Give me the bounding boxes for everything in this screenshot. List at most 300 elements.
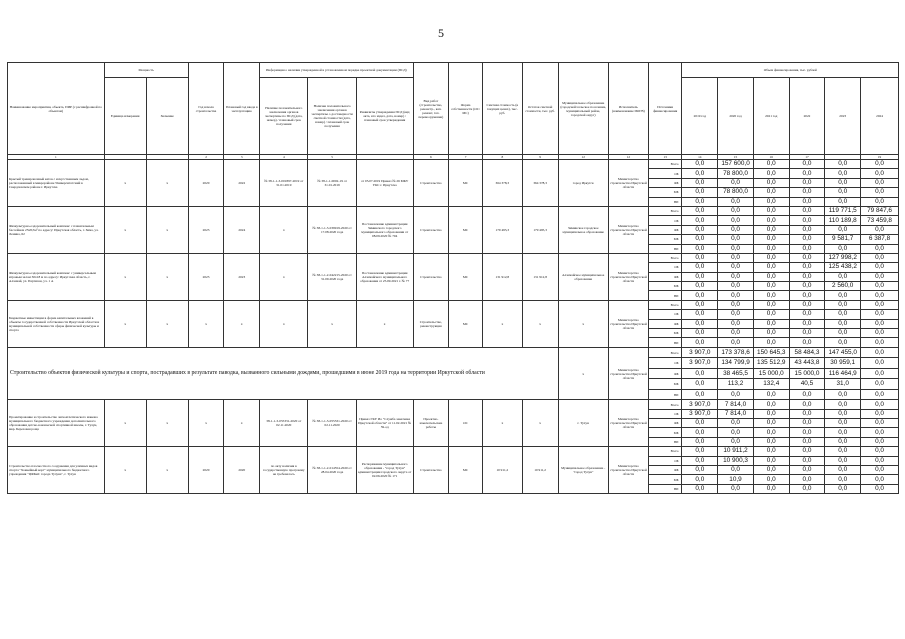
funding-value: 0,0 bbox=[682, 447, 718, 456]
funding-value: 0,0 bbox=[753, 466, 789, 475]
column-number: 2 bbox=[188, 155, 224, 160]
funding-value: 0,0 bbox=[861, 178, 899, 187]
funding-source-code: МБ bbox=[648, 188, 682, 197]
object-municipality: Зиминское городское муниципальное образование bbox=[558, 206, 608, 253]
object-cost-expertise: х bbox=[308, 300, 356, 347]
funding-value: 0,0 bbox=[861, 437, 899, 446]
funding-source-code: ФБ bbox=[648, 272, 682, 281]
funding-value: 0,0 bbox=[861, 419, 899, 428]
object-work-type: Строительство bbox=[413, 160, 449, 207]
funding-value: 78 800,0 bbox=[718, 188, 754, 197]
funding-value: 0,0 bbox=[753, 484, 789, 493]
funding-value: 0,0 bbox=[861, 244, 899, 253]
funding-value: 0,0 bbox=[825, 428, 861, 437]
header-doc-info: Информация о наличии утвержденной в установленном порядке проектной документации (ПСД) bbox=[260, 63, 413, 78]
funding-value: 43 443,8 bbox=[789, 358, 825, 369]
funding-value: 0,0 bbox=[861, 263, 899, 272]
funding-value: 79 847,6 bbox=[861, 206, 899, 215]
header-expert-cost: Наличие положительного заключения органов экспертизы о достоверности сметной стоимости (дата, номер) / плановый срок получения bbox=[308, 78, 356, 155]
column-number: 9 bbox=[522, 155, 558, 160]
funding-value: 0,0 bbox=[682, 338, 718, 347]
funding-value: 0,0 bbox=[789, 272, 825, 281]
funding-value: 0,0 bbox=[861, 338, 899, 347]
funding-value: 0,0 bbox=[718, 206, 754, 215]
object-municipality: Алзамайское муниципальное образование bbox=[558, 253, 608, 300]
funding-value: 0,0 bbox=[825, 389, 861, 400]
column-number: 12 bbox=[558, 155, 608, 160]
funding-source-code: ОБ bbox=[648, 169, 682, 178]
column-number: 13 bbox=[648, 155, 682, 160]
object-cost-expertise: № 38-1-1-0002-19 от 31.01.2019 bbox=[308, 160, 356, 207]
column-number: 7 bbox=[449, 155, 483, 160]
object-name: Крытый тренировочный каток с искусственным льдом, расположенный в микрорайоне Университетский в Свердловском районе г. Иркутска bbox=[8, 160, 105, 207]
funding-value: 0,0 bbox=[789, 456, 825, 465]
funding-value: 0,0 bbox=[861, 466, 899, 475]
funding-value: 0,0 bbox=[861, 389, 899, 400]
funding-value: 0,0 bbox=[789, 244, 825, 253]
funding-value: 0,0 bbox=[861, 428, 899, 437]
funding-value: 0,0 bbox=[718, 244, 754, 253]
funding-source-code: Всего bbox=[648, 400, 682, 409]
funding-value: 0,0 bbox=[753, 400, 789, 409]
header-year: 2021 год bbox=[753, 78, 789, 155]
funding-value: 0,0 bbox=[718, 338, 754, 347]
funding-value: 135 512,9 bbox=[753, 358, 789, 369]
funding-value: 116 464,9 bbox=[825, 368, 861, 379]
funding-value: 15 000,0 bbox=[789, 368, 825, 379]
funding-value: 110 189,8 bbox=[825, 216, 861, 225]
funding-value: 0,0 bbox=[825, 178, 861, 187]
funding-value: 0,0 bbox=[718, 282, 754, 291]
object-value: х bbox=[146, 400, 188, 447]
funding-value: 0,0 bbox=[682, 272, 718, 281]
funding-source-code: ОБ bbox=[648, 263, 682, 272]
funding-value: 0,0 bbox=[825, 300, 861, 309]
funding-value: 0,0 bbox=[753, 253, 789, 262]
funding-value: 0,0 bbox=[718, 197, 754, 206]
object-unit: х bbox=[104, 400, 146, 447]
funding-value: 0,0 bbox=[789, 253, 825, 262]
funding-value: 0,0 bbox=[861, 329, 899, 338]
funding-value: 0,0 bbox=[753, 329, 789, 338]
funding-value: 78 800,0 bbox=[718, 169, 754, 178]
object-work-type: Строительство bbox=[413, 206, 449, 253]
funding-value: 0,0 bbox=[682, 216, 718, 225]
object-estimated-cost: х bbox=[482, 300, 522, 347]
funding-value: 6 387,8 bbox=[861, 235, 899, 244]
funding-value: 38 465,5 bbox=[718, 368, 754, 379]
header-sources: Источники финансирования bbox=[648, 63, 682, 155]
object-ownership: МС bbox=[449, 253, 483, 300]
object-plan-year: 2024 bbox=[224, 206, 260, 253]
funding-value: 0,0 bbox=[825, 447, 861, 456]
object-name: Строительство плоскостного сооружения для уличных видов спорта "Хоккейный корт" муниципального бюджетного учреждения "ЦФКиС города Тулуна", г. Тулун bbox=[8, 447, 105, 494]
funding-value: 0,0 bbox=[753, 178, 789, 187]
funding-value: 0,0 bbox=[861, 409, 899, 418]
funding-value: 0,0 bbox=[753, 244, 789, 253]
funding-value: 0,0 bbox=[682, 169, 718, 178]
funding-source-code: Всего bbox=[648, 206, 682, 215]
funding-value: 0,0 bbox=[789, 475, 825, 484]
funding-source-code: Всего bbox=[648, 300, 682, 309]
funding-source-code: МБ bbox=[648, 329, 682, 338]
funding-source-code: МБ bbox=[648, 282, 682, 291]
object-approval: Постановление администрации Алзамайского муниципального образования от 25.09.2021 г. № 77 bbox=[356, 253, 413, 300]
column-number: 16 bbox=[753, 155, 789, 160]
object-expertise: № 38-1-1-3-001897-2019 от 31.01.2019 bbox=[260, 160, 308, 207]
funding-value: 0,0 bbox=[861, 188, 899, 197]
funding-source-code: ФБ bbox=[648, 225, 682, 234]
page-number: 5 bbox=[438, 26, 444, 40]
object-expertise: х bbox=[260, 206, 308, 253]
funding-value: 0,0 bbox=[753, 160, 789, 169]
funding-value: 0,0 bbox=[682, 329, 718, 338]
funding-value: 0,0 bbox=[718, 419, 754, 428]
funding-value: 0,0 bbox=[789, 419, 825, 428]
column-number: 12 bbox=[608, 155, 648, 160]
object-start-year: 2023 bbox=[188, 253, 224, 300]
object-work-type: Строительство bbox=[413, 253, 449, 300]
funding-value: 0,0 bbox=[789, 300, 825, 309]
funding-value: 0,0 bbox=[718, 178, 754, 187]
funding-value: 0,0 bbox=[825, 291, 861, 300]
object-work-type: Проектно-изыскательские работы bbox=[413, 400, 449, 447]
table-body bbox=[8, 160, 899, 494]
object-plan-year: х bbox=[224, 400, 260, 447]
funding-value: 0,0 bbox=[789, 409, 825, 418]
object-name: Физкультурно-оздоровительный комплекс с плавательным бассейном 25х8,5м² по адресу: Иркутская область, г. Зима, ул. Ленина, 62 bbox=[8, 206, 105, 253]
object-executor: Министерство строительства Иркутской области bbox=[608, 160, 648, 207]
object-remaining-cost: х bbox=[522, 300, 558, 347]
funding-value: 40,5 bbox=[789, 379, 825, 390]
funding-value: 0,0 bbox=[861, 447, 899, 456]
funding-value: 0,0 bbox=[861, 368, 899, 379]
object-work-type: Строительство, реконструкция bbox=[413, 300, 449, 347]
funding-value: 0,0 bbox=[861, 253, 899, 262]
funding-value: 0,0 bbox=[682, 263, 718, 272]
funding-value: 0,0 bbox=[753, 319, 789, 328]
funding-value: 0,0 bbox=[682, 253, 718, 262]
object-unit: х bbox=[104, 160, 146, 207]
funding-value: 0,0 bbox=[753, 272, 789, 281]
funding-value: 0,0 bbox=[861, 347, 899, 358]
funding-source-code: Всего bbox=[648, 447, 682, 456]
funding-source-code: ФБ bbox=[648, 368, 682, 379]
funding-value: 0,0 bbox=[861, 484, 899, 493]
funding-value: 0,0 bbox=[753, 419, 789, 428]
funding-source-code: ФБ bbox=[648, 319, 682, 328]
funding-value: 0,0 bbox=[825, 319, 861, 328]
object-executor: Министерство строительства Иркутской области bbox=[608, 253, 648, 300]
header-executor: Исполнитель (наименование ИОГВ) bbox=[608, 63, 648, 155]
object-unit: х bbox=[104, 300, 146, 347]
header-approve-req: Реквизиты утверждения ПСД (вид акта, кто издал, дата, номер) / плановый срок утверждения bbox=[356, 78, 413, 155]
funding-value: 0,0 bbox=[718, 216, 754, 225]
funding-value: 0,0 bbox=[789, 437, 825, 446]
object-approval: Постановление администрации Зиминского городского муниципального образования от 08.09.2020 № 704 bbox=[356, 206, 413, 253]
funding-value: 0,0 bbox=[861, 225, 899, 234]
funding-value: 73 459,8 bbox=[861, 216, 899, 225]
funding-value: 0,0 bbox=[682, 178, 718, 187]
funding-value: 0,0 bbox=[718, 484, 754, 493]
funding-source-code: Всего bbox=[648, 253, 682, 262]
funding-value: 0,0 bbox=[789, 197, 825, 206]
funding-value: 0,0 bbox=[861, 319, 899, 328]
funding-value: 0,0 bbox=[682, 484, 718, 493]
object-expertise: 38-1-1-3-055331-2020 от 02.11.2020 bbox=[260, 400, 308, 447]
object-executor: Министерство строительства Иркутской области bbox=[608, 400, 648, 447]
funding-value: 134 799,9 bbox=[718, 358, 754, 369]
funding-source-code: ОБ bbox=[648, 456, 682, 465]
funding-value: 0,0 bbox=[753, 428, 789, 437]
funding-value: 0,0 bbox=[718, 428, 754, 437]
funding-value: 0,0 bbox=[682, 456, 718, 465]
funding-value: 0,0 bbox=[825, 400, 861, 409]
funding-source-code: ВИ bbox=[648, 197, 682, 206]
funding-value: 0,0 bbox=[789, 160, 825, 169]
funding-value: 0,0 bbox=[718, 389, 754, 400]
funding-source-code: ВИ bbox=[648, 338, 682, 347]
object-value: х bbox=[146, 300, 188, 347]
funding-value: 173 378,6 bbox=[718, 347, 754, 358]
funding-value: 10 911,2 bbox=[718, 447, 754, 456]
funding-value: 0,0 bbox=[753, 291, 789, 300]
funding-value: 0,0 bbox=[861, 358, 899, 369]
funding-value: 0,0 bbox=[861, 456, 899, 465]
header-unit: Единица измерения bbox=[104, 78, 146, 155]
funding-value: 0,0 bbox=[753, 300, 789, 309]
object-ownership: МС bbox=[449, 160, 483, 207]
funding-value: 0,0 bbox=[789, 329, 825, 338]
funding-value: 0,0 bbox=[789, 389, 825, 400]
funding-value: 0,0 bbox=[789, 466, 825, 475]
funding-value: 0,0 bbox=[789, 428, 825, 437]
funding-value: 0,0 bbox=[718, 253, 754, 262]
funding-value: 0,0 bbox=[789, 319, 825, 328]
object-estimated-cost: х bbox=[482, 400, 522, 447]
funding-value: 7 814,0 bbox=[718, 409, 754, 418]
object-plan-year: 2020 bbox=[224, 447, 260, 494]
object-name: Бюджетные инвестиции в форме капитальных вложений в объекты государственной собственности Иркутской области и муниципальной собственности сферы физической культуры и спорта bbox=[8, 300, 105, 347]
column-number: 4 bbox=[260, 155, 308, 160]
object-plan-year: 2023 bbox=[224, 253, 260, 300]
funding-value: 0,0 bbox=[789, 310, 825, 319]
column-number: 1 bbox=[8, 155, 105, 160]
funding-value: 0,0 bbox=[682, 197, 718, 206]
object-remaining-cost: 364 378,3 bbox=[522, 160, 558, 207]
funding-source-code: ОБ bbox=[648, 358, 682, 369]
funding-value: 3 907,0 bbox=[682, 400, 718, 409]
funding-value: 0,0 bbox=[718, 466, 754, 475]
table-row bbox=[8, 253, 899, 262]
funding-value: 0,0 bbox=[682, 368, 718, 379]
funding-value: 0,0 bbox=[825, 188, 861, 197]
funding-value: 15 000,0 bbox=[753, 368, 789, 379]
funding-source-code: Всего bbox=[648, 347, 682, 358]
funding-value: 0,0 bbox=[682, 225, 718, 234]
funding-source-code: ОБ bbox=[648, 409, 682, 418]
header-funding: Объем финансирования, тыс. рублей bbox=[682, 63, 899, 78]
funding-value: 0,0 bbox=[753, 225, 789, 234]
funding-source-code: ФБ bbox=[648, 419, 682, 428]
funding-value: 0,0 bbox=[682, 160, 718, 169]
object-cost-expertise: № 38-1-1-2-042215-2020 от 31.09.2020 года bbox=[308, 253, 356, 300]
object-executor: Министерство строительства Иркутской области bbox=[608, 300, 648, 347]
funding-source-code: ВИ bbox=[648, 484, 682, 493]
funding-source-code: МБ bbox=[648, 379, 682, 390]
object-ownership: МС bbox=[449, 447, 483, 494]
object-approval: Распоряжение муниципального образования - "город Тулун" администрации городского округа от 02.06.2020 № 171 bbox=[356, 447, 413, 494]
object-unit: х bbox=[104, 447, 146, 494]
investment-table bbox=[7, 62, 899, 494]
table-row bbox=[8, 160, 899, 169]
funding-value: 0,0 bbox=[825, 272, 861, 281]
funding-value: 0,0 bbox=[718, 319, 754, 328]
column-number: 15 bbox=[718, 155, 754, 160]
object-estimated-cost: 364 378,3 bbox=[482, 160, 522, 207]
object-unit: х bbox=[104, 206, 146, 253]
funding-value: 0,0 bbox=[789, 263, 825, 272]
funding-value: 127 998,2 bbox=[825, 253, 861, 262]
funding-value: 0,0 bbox=[825, 466, 861, 475]
funding-value: 0,0 bbox=[789, 484, 825, 493]
funding-value: 0,0 bbox=[789, 169, 825, 178]
header-capacity: Мощность bbox=[104, 63, 188, 78]
funding-value: 0,0 bbox=[753, 216, 789, 225]
funding-value: 0,0 bbox=[861, 282, 899, 291]
funding-source-code: ВИ bbox=[648, 291, 682, 300]
column-number: 5 bbox=[308, 155, 356, 160]
funding-value: 0,0 bbox=[825, 310, 861, 319]
funding-value: 0,0 bbox=[682, 244, 718, 253]
object-cost-expertise: № 38-1-1-3-039919-2020 от 17.08.2020 года bbox=[308, 206, 356, 253]
funding-value: 3 907,0 bbox=[682, 347, 718, 358]
column-number: 3 bbox=[224, 155, 260, 160]
object-remaining-cost: 10 911,2 bbox=[522, 447, 558, 494]
funding-source-code: Всего bbox=[648, 160, 682, 169]
funding-value: 0,0 bbox=[861, 475, 899, 484]
funding-value: 0,0 bbox=[682, 419, 718, 428]
funding-value: 0,0 bbox=[861, 300, 899, 309]
object-start-year: 2020 bbox=[188, 160, 224, 207]
column-number: 19 bbox=[861, 155, 899, 160]
object-start-year: 2023 bbox=[188, 206, 224, 253]
funding-value: 0,0 bbox=[682, 291, 718, 300]
funding-value: 0,0 bbox=[753, 169, 789, 178]
object-value: х bbox=[146, 206, 188, 253]
funding-value: 0,0 bbox=[753, 206, 789, 215]
funding-value: 0,0 bbox=[789, 235, 825, 244]
header-remain-cost: Остаток сметной стоимости, тыс. руб. bbox=[522, 63, 558, 155]
funding-value: 9 581,7 bbox=[825, 235, 861, 244]
funding-value: 0,0 bbox=[789, 282, 825, 291]
funding-value: 0,0 bbox=[682, 389, 718, 400]
funding-value: 0,0 bbox=[682, 235, 718, 244]
funding-value: 0,0 bbox=[753, 282, 789, 291]
funding-value: 125 438,2 bbox=[825, 263, 861, 272]
funding-value: 150 645,3 bbox=[753, 347, 789, 358]
section-municipality: х bbox=[558, 347, 608, 400]
object-approval: х bbox=[356, 300, 413, 347]
header-year: 2019 год bbox=[682, 78, 718, 155]
header-year: 2020 год bbox=[718, 78, 754, 155]
funding-value: 0,0 bbox=[718, 300, 754, 309]
header-name: Наименование мероприятия, объекта, ПИР (с расшифровкой по объектам) bbox=[8, 63, 105, 155]
object-expertise: х bbox=[260, 300, 308, 347]
object-municipality: Муниципальное образование - "город Тулун" bbox=[558, 447, 608, 494]
header-work-type: Вид работ (строительство, реконстр., кап. ремонт, тех. перевооружение) bbox=[413, 63, 449, 155]
object-start-year: 2020 bbox=[188, 447, 224, 494]
column-number: 17 bbox=[789, 155, 825, 160]
object-unit: х bbox=[104, 253, 146, 300]
funding-value: 58 484,3 bbox=[789, 347, 825, 358]
object-ownership: ОС bbox=[449, 400, 483, 447]
object-remaining-cost: 179 495,3 bbox=[522, 206, 558, 253]
funding-value: 0,0 bbox=[825, 456, 861, 465]
funding-value: 0,0 bbox=[861, 379, 899, 390]
funding-value: 0,0 bbox=[825, 225, 861, 234]
funding-value: 0,0 bbox=[753, 475, 789, 484]
object-remaining-cost: 131 912,8 bbox=[522, 253, 558, 300]
funding-value: 0,0 bbox=[789, 400, 825, 409]
object-ownership: МС bbox=[449, 206, 483, 253]
funding-source-code: ВИ bbox=[648, 389, 682, 400]
object-ownership: МС bbox=[449, 300, 483, 347]
funding-value: 0,0 bbox=[825, 169, 861, 178]
header-municipality: Муниципальное образование (городской/сельское поселение, муниципальный район, городской округ) bbox=[558, 63, 608, 155]
funding-value: 0,0 bbox=[718, 437, 754, 446]
funding-value: 0,0 bbox=[825, 409, 861, 418]
object-cost-expertise: № 38-1-1-3-055331-2020 от 02.11.2020 bbox=[308, 400, 356, 447]
funding-value: 132,4 bbox=[753, 379, 789, 390]
funding-source-code: МБ bbox=[648, 475, 682, 484]
table-row bbox=[8, 400, 899, 409]
funding-value: 0,0 bbox=[682, 466, 718, 475]
funding-value: 0,0 bbox=[718, 291, 754, 300]
funding-value: 0,0 bbox=[718, 235, 754, 244]
funding-value: 0,0 bbox=[825, 197, 861, 206]
funding-value: 0,0 bbox=[825, 338, 861, 347]
object-approval: от 05.07.2019 Приказ № 26 МКУ УКС г. Иркутска bbox=[356, 160, 413, 207]
funding-value: 0,0 bbox=[682, 206, 718, 215]
header-expert-positive: Наличие положительного заключения органов экспертизы по ПСД (дата, номер) / плановый срок получения bbox=[260, 78, 308, 155]
funding-value: 0,0 bbox=[789, 291, 825, 300]
object-municipality: город Иркутск bbox=[558, 160, 608, 207]
funding-value: 0,0 bbox=[753, 447, 789, 456]
funding-value: 0,0 bbox=[753, 409, 789, 418]
funding-value: 0,0 bbox=[718, 263, 754, 272]
funding-value: 0,0 bbox=[682, 379, 718, 390]
funding-value: 0,0 bbox=[718, 329, 754, 338]
section-executor: Министерство строительства Иркутской области bbox=[608, 347, 648, 400]
header-year: 2023 bbox=[825, 78, 861, 155]
funding-value: 0,0 bbox=[861, 160, 899, 169]
header-start-year: Год начала строительства bbox=[188, 63, 224, 155]
funding-value: 0,0 bbox=[718, 272, 754, 281]
funding-source-code: МБ bbox=[648, 428, 682, 437]
funding-value: 0,0 bbox=[718, 310, 754, 319]
table-row bbox=[8, 447, 899, 456]
header-plan-year: Плановый год ввода в эксплуатацию bbox=[224, 63, 260, 155]
object-plan-year: х bbox=[224, 300, 260, 347]
funding-value: 0,0 bbox=[753, 188, 789, 197]
funding-source-code: МБ bbox=[648, 235, 682, 244]
funding-value: 147 455,0 bbox=[825, 347, 861, 358]
funding-value: 0,0 bbox=[825, 437, 861, 446]
object-start-year: х bbox=[188, 400, 224, 447]
funding-source-code: ОБ bbox=[648, 216, 682, 225]
funding-value: 0,0 bbox=[682, 319, 718, 328]
